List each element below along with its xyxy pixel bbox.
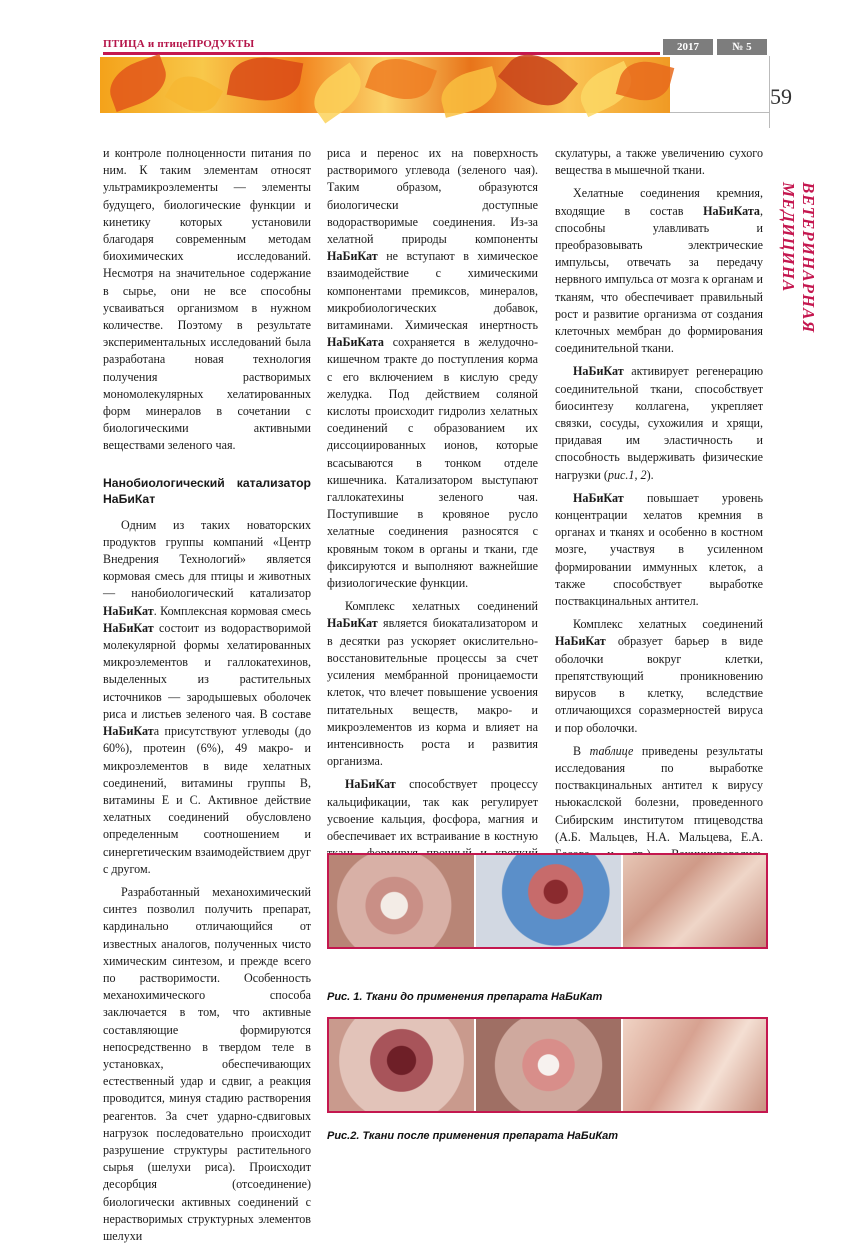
- tissue-photo: [474, 1019, 621, 1111]
- paragraph: НаБиКат активирует регенерацию соединительной ткани, способствует биосинтезу коллагена, укрепляет связки, сосуды, сухожилия и хрящи, придавая им эластичность и способность выдерживать физические нагрузки (рис.1, 2).: [555, 364, 763, 482]
- journal-brand: ПТИЦА и птицеПРОДУКТЫ: [103, 38, 255, 50]
- text-column-2: [327, 145, 538, 843]
- tissue-photo: [329, 855, 474, 947]
- paragraph: и контроле полноценности питания по ним. К таким элементам относят ультрамикроэлементы — элементы будущего, биологические функции и кинетику которых установили благодаря современным методам биохимических исследований. Несмотря на значительное содержание в сырье, они не все способны усваиваться организмом в нужном количестве. Поэтому в результате экспериментальных исследований была разработана новая технология получения растворимых мономолекулярных хелатированных форм минералов в сочетании с биологическими активными веществами зеленого чая.: [103, 146, 311, 453]
- tissue-photo: [621, 1019, 766, 1111]
- figure-2-photos: [327, 1017, 768, 1113]
- page-number: 59: [770, 84, 792, 109]
- tissue-photo: [621, 855, 766, 947]
- paragraph: Комплекс хелатных соединений НаБиКат образует барьер в виде оболочки вокруг клетки, препятствующий проникновению вирусов в клетку, вследствие отличающихся соразмерностей вируса и пор оболочки.: [555, 617, 763, 735]
- autumn-leaves-banner: [100, 57, 670, 113]
- paragraph: Разработанный механохимический синтез позволил получить препарат, кардинально отличающийся от известных аналогов, полученных чисто химическим синтезом, и прежде всего по растворимости. Особенность механохимического способа заключается в том, что активные составляющие формируются непосредственно в твердом теле в установках, обеспечивающих естественный удар и сдвиг, а реакция проводится, минуя стадию растворения реагентов. За счет ударно-сдвиговых нагрузок последовательно происходит разрушение структуры растительного сырья (шелухи риса). Происходит десорбция (отсоединение) биологически активных соединений с нерастворимых структурных элементов шелухи: [103, 884, 311, 1243]
- paragraph: Хелатные соединения кремния, входящие в состав НаБиКата, способны улавливать и преобразовывать электрические импульсы, отвечать за передачу нервного импульса от мозга к органам и тканям, что обеспечивает правильный рост и развитие организма от создания клеточных мембран до формирования соединительной ткани.: [555, 186, 763, 356]
- paragraph: НаБиКат способствует процессу кальцификации, так как регулирует усвоение кальция, фосфора, магния и обеспечивает их встраивание в костную: [327, 777, 538, 843]
- paragraph: Комплекс хелатных соединений НаБиКат является биокатализатором и в десятки раз ускоряет окислительно-восстановительные процессы за счет усиления мембранной проницаемости клеток, что влечет повышение усвоения питательных веществ, макро- и микроэлементов из корма и влияет на интенсивность роста и развития организма.: [327, 599, 538, 769]
- figure-2-caption: Рис.2. Ткани после применения препарата НаБиКат: [327, 1130, 619, 1142]
- paragraph: риса и перенос их на поверхность растворимого углевода (зеленого чая). Таким образом, образуются биологически доступные водорастворимые соединения. Из-за хелатной природы компоненты НаБиКат не вступают в химическое взаимодействие с химическими компонентами премиксов, минералов, микробиологических добавок, витаминами. Химическая инертность НаБиКата сохраняется в желудочно-кишечном тракте до поступления корма с его включением в кислую среду желудка. Под действием соляной кислоты происходит гидролиз хелатных соединений с образованием их диссоциированных ионов, которые всасываются в тонком отделе кишечника. Катализатором выступают галлокатехины зеленого чая. Поступившие в кровяное русло хелатные соединения разносятся с кровяным током в органы и ткани, где фиксируются и выполняют важнейшие физиологические функции.: [327, 146, 538, 591]
- section-heading: Нанобиологический катализатор НаБиКат: [103, 475, 311, 506]
- text-column-1: [103, 145, 311, 1243]
- issue-number: № 5: [717, 39, 767, 55]
- paragraph: Одним из таких новаторских продуктов группы компаний «Центр Внедрения Технологий» является кормовая смесь для птицы и животных — нанобиологический катализатор НаБиКат. Комплексная кормовая смесь НаБиКат состоит из водорастворимой молекулярной формы хелатированных микроэлементов и галлокатехинов, выделенных из растительных источников — зародышевых оболочек риса и листьев зеленого чая. В составе НаБиКата присутствуют углеводы (до 60%), протеин (6%), 49 макро- и микроэлементов в виде хелатных соединений, витамины группы В, витамины Е и С. Активное действие хелатных соединений обусловлено определенным соотношением и синергетическим взаимодействием друг с другом.: [103, 517, 311, 876]
- header-rule: [103, 52, 660, 55]
- paragraph: НаБиКат повышает уровень концентрации хелатов кремния в органах и тканях и особенно в костном мозге, участвуя в усиленном формировании иммунных клеток, а также способствует выработке поствакцинальных антител.: [555, 490, 763, 609]
- section-label: ВЕТЕРИНАРНАЯ МЕДИЦИНА: [779, 182, 818, 334]
- corner-divider: [670, 112, 770, 113]
- text-column-3: [555, 145, 763, 848]
- tissue-photo: [329, 1019, 474, 1111]
- paragraph: В таблице приведены результаты исследования по выработке поствакцинальных антител к вирусу ньюкаслской болезни, проведенного Сибирским институтом птицеводства (А.Б. Мальцев, Н.А. Мальцева, Е.А.: [555, 743, 764, 844]
- tissue-photo: [474, 855, 621, 947]
- figure-1-caption: Рис. 1. Ткани до применения препарата НаБиКат: [327, 991, 603, 1003]
- figure-1-photos: [327, 853, 768, 949]
- issue-year: 2017: [663, 39, 713, 55]
- paragraph: скулатуры, а также увеличению сухого вещества в мышечной ткани.: [555, 146, 763, 178]
